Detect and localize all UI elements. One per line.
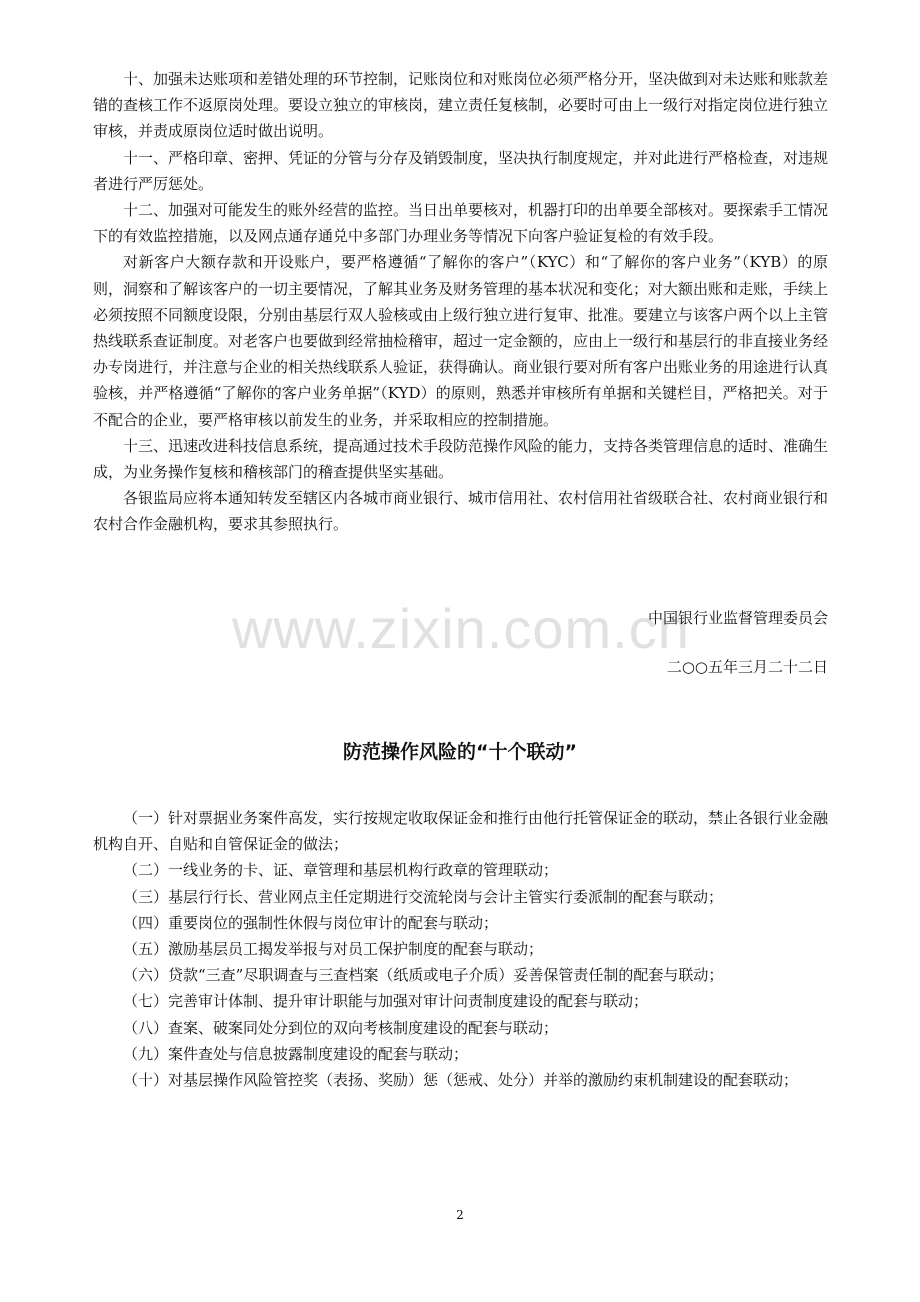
linkage-item-1: （一）针对票据业务案件高发，实行按规定收取保证金和推行由他行托管保证金的联动，禁止各银行业金融机构自开、自贴和自管保证金的做法； xyxy=(93,809,829,854)
linkage-item-8: （八）查案、破案同处分到位的双向考核制度建设的配套与联动； xyxy=(123,1018,559,1037)
paragraph-item-10: 十、加强未达账项和差错处理的环节控制，记账岗位和对账岗位必须严格分开，坚决做到对未达账和账款差错的查核工作不返原岗处理。要设立独立的审核岗，建立责任复核制，必要时可由上一级行对指定岗位进行独立审核，并责成原岗位适时做出说明。 xyxy=(93,70,829,141)
linkage-item-3: （三）基层行行长、营业网点主任定期进行交流轮岗与会计主管实行委派制的配套与联动； xyxy=(123,887,724,906)
linkage-item-6: （六）贷款“三查”尽职调查与三查档案（纸质或电子介质）妥善保管责任制的配套与联动； xyxy=(123,966,724,985)
paragraph-kyc-kyb: 对新客户大额存款和开设账户，要严格遵循“了解你的客户”（KYC）和“了解你的客户业务”（KYB）的原则，洞察和了解该客户的一切主要情况，了解其业务及财务管理的基本状况和变化；对大额出账和走账，手续上必须按照不同额度设限，分别由基层行双人验核或由上级行独立进行复审、批准。要建立与该客户两个以上主管热线联系查证制度。对老客户也要做到经常抽检稽审，超过一定金额的，应由上一级行和基层行的非直接业务经办专岗进行，并注意与企业的相关热线联系人验证，获得确认。商业银行要对所有客户出账业务的用途进行认真验核，并严格遵循“了解你的客户业务单据”（KYD）的原则，熟悉并审核所有单据和关键栏目，严格把关。对于不配合的企业，要严格审核以前发生的业务，并采取相应的控制措施。 xyxy=(93,253,829,429)
linkage-list xyxy=(93,805,828,1093)
section-title: 防范操作风险的“十个联动” xyxy=(343,741,577,763)
paragraph-item-12: 十二、加强对可能发生的账外经营的监控。当日出单要核对，机器打印的出单要全部核对。要探索手工情况下的有效监控措施，以及网点通存通兑中多部门办理业务等情况下向客户验证复检的有效手段。 xyxy=(93,201,829,246)
paragraph-item-13: 十三、迅速改进科技信息系统，提高通过技术手段防范操作风险的能力，支持各类管理信息的适时、准确生成，为业务操作复核和稽核部门的稽查提供坚实基础。 xyxy=(93,436,829,482)
linkage-item-10: （十）对基层操作风险管控奖（表扬、奖励）惩（惩戒、处分）并举的激励约束机制建设的配套联动； xyxy=(123,1071,799,1090)
paragraph-item-11: 十一、严格印章、密押、凭证的分管与分存及销毁制度，坚决执行制度规定，并对此进行严格检查，对违规者进行严厉惩处。 xyxy=(93,148,829,193)
signature-organization: 中国银行业监督管理委员会 xyxy=(647,609,828,627)
watermark: www.zixin.com.cn xyxy=(232,597,690,660)
notice-body xyxy=(93,66,828,538)
signature-date: 二○○五年三月二十二日 xyxy=(666,658,828,676)
linkage-item-5: （五）激励基层员工揭发举报与对员工保护制度的配套与联动； xyxy=(123,940,544,959)
linkage-item-4: （四）重要岗位的强制性休假与岗位审计的配套与联动； xyxy=(123,913,499,932)
linkage-item-2: （二）一线业务的卡、证、章管理和基层机构行政章的管理联动； xyxy=(123,861,559,880)
linkage-item-9: （九）案件查处与信息披露制度建设的配套与联动； xyxy=(123,1044,469,1063)
paragraph-closing: 各银监局应将本通知转发至辖区内各城市商业银行、城市信用社、农村信用社省级联合社、农村商业银行和农村合作金融机构，要求其参照执行。 xyxy=(93,489,829,534)
page-number: 2 xyxy=(456,1208,464,1222)
linkage-item-7: （七）完善审计体制、提升审计职能与加强对审计问责制度建设的配套与联动； xyxy=(123,992,649,1011)
